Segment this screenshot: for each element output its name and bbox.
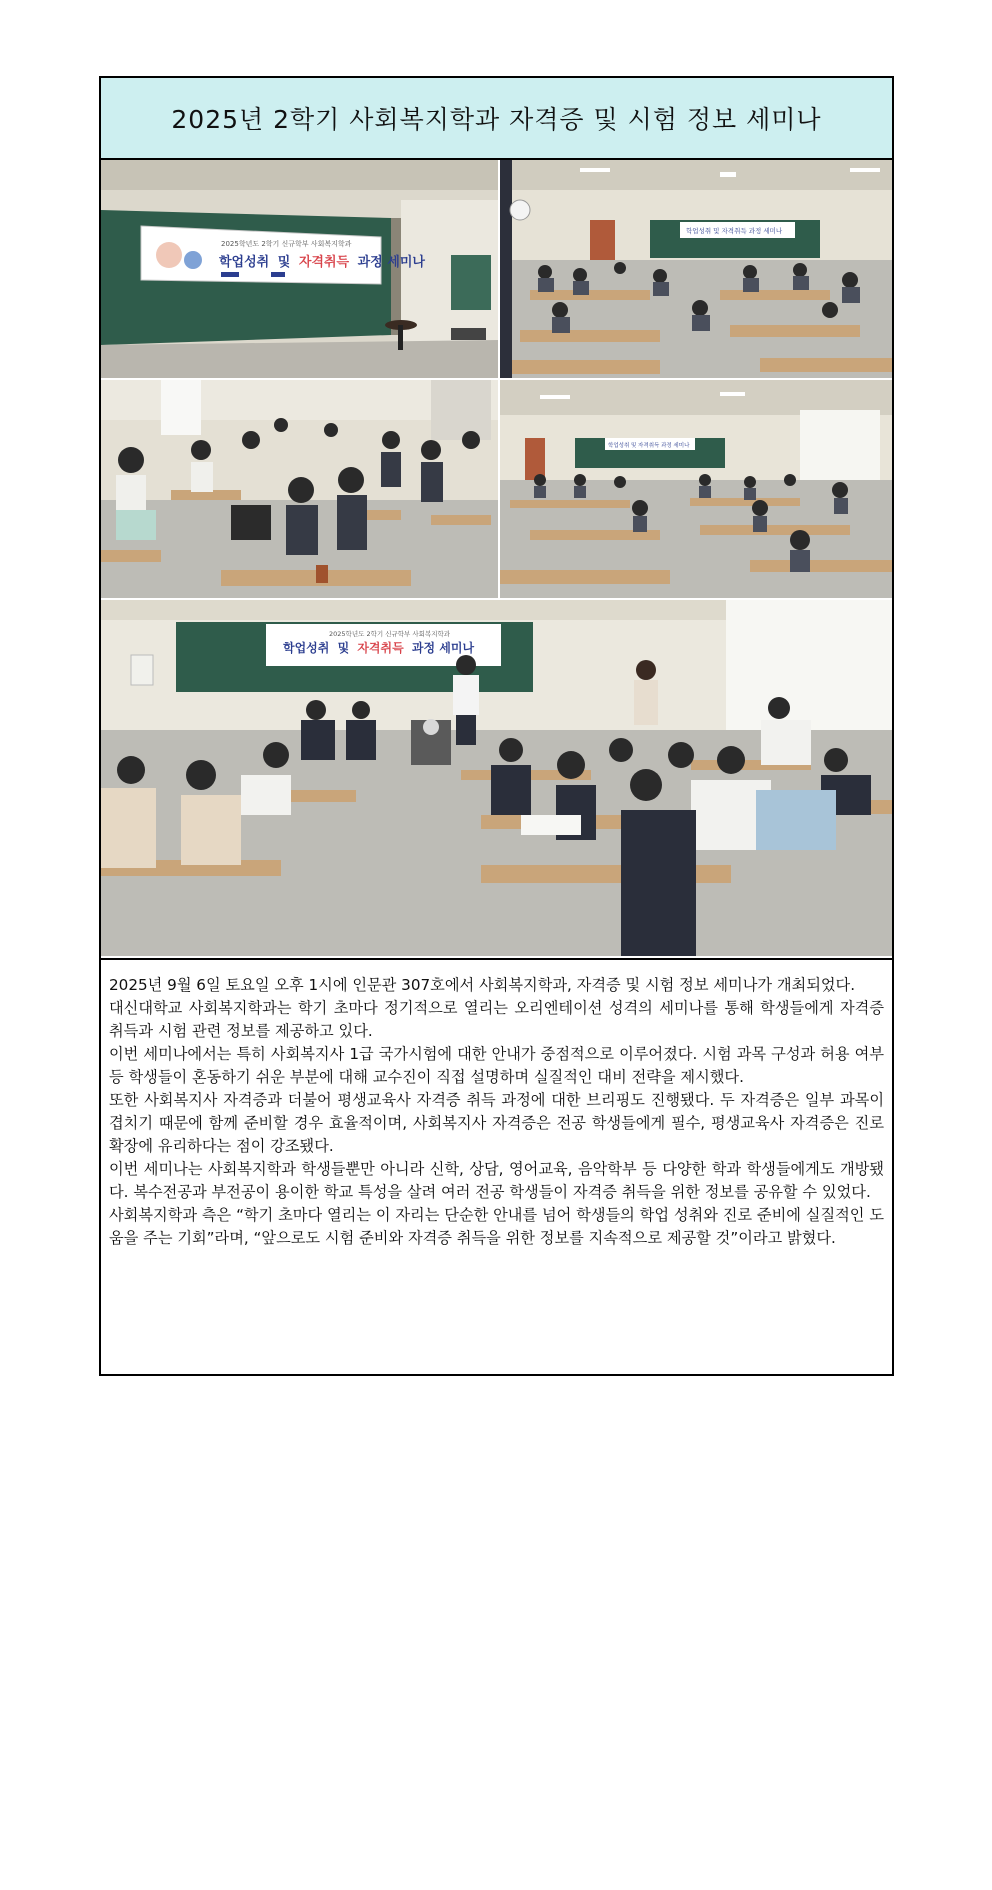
photo-students-side (101, 380, 498, 598)
banner-top-line-5: 2025학년도 2학기 신규학부 사회복지학과 (329, 630, 451, 638)
photo-lecture-image (101, 600, 892, 956)
photo-classroom-wide-image (500, 380, 892, 598)
article-paragraph: 이번 세미나에서는 특히 사회복지사 1급 국가시험에 대한 안내가 중점적으로 이루어졌다. 시험 과목 구성과 허용 여부 등 학생들이 혼동하기 쉬운 부분에 대해 교수진이 직접 설명하며 실질적인 대비 전략을 제시했다. (109, 1045, 884, 1086)
photo-grid (101, 160, 892, 960)
photo-banner-closeup-image (101, 160, 498, 378)
banner-main-text: 학업성취 및 자격취득 과정 세미나 (219, 255, 425, 270)
article-paragraph: 대신대학교 사회복지학과는 학기 초마다 정기적으로 열리는 오리엔테이션 성격의 세미나를 통해 학생들에게 자격증 취득과 시험 관련 정보를 제공하고 있다. (109, 999, 884, 1040)
article-paragraph: 또한 사회복지사 자격증과 더불어 평생교육사 자격증 취득 과정에 대한 브리핑도 진행됐다. 두 자격증은 일부 과목이 겹치기 때문에 함께 준비할 경우 효율적이며, 사회복지사 자격증은 전공 학생들에게 필수, 평생교육사 자격증은 진로 확장에 유리하다는 점이 강조됐다. (109, 1091, 884, 1155)
article-paragraph: 사회복지학과 측은 “학기 초마다 열리는 이 자리는 단순한 안내를 넘어 학생들의 학업 성취와 진로 준비에 실질적인 도움을 주는 기회”라며, “앞으로도 시험 준비와 자격증 취득을 위한 정보를 지속적으로 제공할 것”이라고 밝혔다. (109, 1206, 884, 1247)
article-frame (99, 76, 894, 1376)
banner-top-line: 2025학년도 2학기 신규학부 사회복지학과 (221, 240, 352, 248)
banner-small-text-2: 학업성취 및 자격취득 과정 세미나 (686, 227, 783, 235)
article-body (101, 960, 892, 1258)
photo-classroom-wide (500, 380, 892, 598)
article-paragraph: 2025년 9월 6일 토요일 오후 1시에 인문관 307호에서 사회복지학과, 자격증 및 시험 정보 세미나가 개최되었다. (109, 976, 856, 994)
photo-students-side-image (101, 380, 498, 598)
banner-main-text-5: 학업성취 및 자격취득 과정 세미나 (283, 641, 475, 655)
banner-small-text-4: 학업성취 및 자격취득 과정 세미나 (608, 443, 690, 449)
title-bar (101, 78, 892, 160)
photo-classroom-rear-image (500, 160, 892, 378)
article-title: 2025년 2학기 사회복지학과 자격증 및 시험 정보 세미나 (171, 105, 822, 134)
photo-banner-closeup (101, 160, 498, 378)
article-paragraph: 이번 세미나는 사회복지학과 학생들뿐만 아니라 신학, 상담, 영어교육, 음악학부 등 다양한 학과 학생들에게도 개방됐다. 복수전공과 부전공이 용이한 학교 특성을 살려 여러 전공 학생들이 자격증 취득을 위한 정보를 공유할 수 있었다. (109, 1160, 884, 1201)
photo-classroom-rear (500, 160, 892, 378)
photo-lecture (101, 600, 892, 956)
